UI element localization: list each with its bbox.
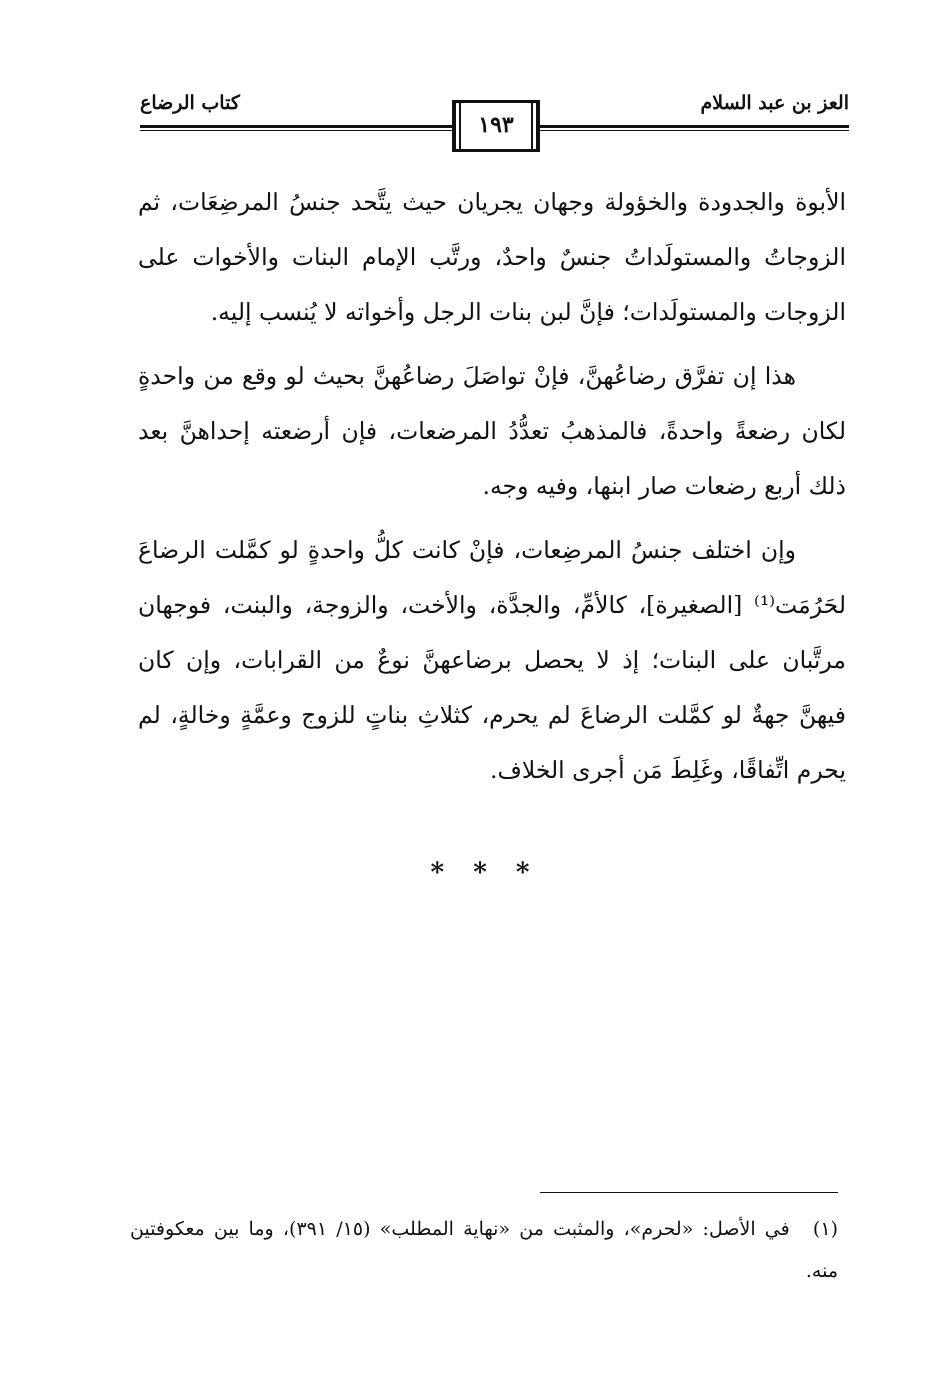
footnote-text: في الأصل: «لحرم»، والمثبت من «نهاية المطلب» (١٥/ ٣٩١)، وما بين معكوفتين منه. [130, 1218, 838, 1282]
main-text [138, 175, 846, 807]
page-number-frame [452, 100, 540, 152]
paragraph-3: وإن اختلف جنسُ المرضِعات، فإنْ كانت كلُّ واحدةٍ لو كمَّلت الرضاعَ لحَرُمَت⁽¹⁾ [الصغيرة]، كالأمِّ، والجدَّة، والأخت، والزوجة، والبنت، فوجهان مرتَّبان على البنات؛ إذ لا يحصل برضاعهنَّ نوعٌ من القرابات، وإن كان فيهنَّ جهةٌ لو كمَّلت الرضاعَ لم يحرم، كثلاثِ بناتٍ للزوج وعمَّةٍ وخالةٍ، لم يحرم اتِّفاقًا، وغَلِطَ مَن أجرى الخلاف. [138, 536, 846, 784]
footnote-rule [540, 1192, 838, 1193]
footnote-number: (١) [812, 1218, 838, 1240]
paragraph-1: الأبوة والجدودة والخؤولة وجهان يجريان حيث يتَّحد جنسُ المرضِعَات، ثم الزوجاتُ والمستولَداتُ جنسٌ واحدٌ، ورتَّب الإمام البنات والأخوات على الزوجات والمستولَدات؛ فإنَّ لبن بنات الرجل وأخواته لا يُنسب إليه. [138, 188, 846, 326]
paragraph-2: هذا إن تفرَّق رضاعُهنَّ، فإنْ تواصَلَ رضاعُهنَّ بحيث لو وقع من واحدةٍ لكان رضعةً واحدةً، فالمذهبُ تعدُّدُ المرضعات، فإن أرضعته إحداهنَّ بعد ذلك أربع رضعات صار ابنها، وفيه وجه. [138, 362, 846, 500]
section-separator: * * * [430, 858, 540, 888]
running-header-author: العز بن عبد السلام [700, 92, 849, 114]
running-header-chapter: كتاب الرضاع [140, 92, 240, 114]
footnote-1 [130, 1208, 838, 1292]
page-number: ١٩٣ [478, 112, 514, 138]
